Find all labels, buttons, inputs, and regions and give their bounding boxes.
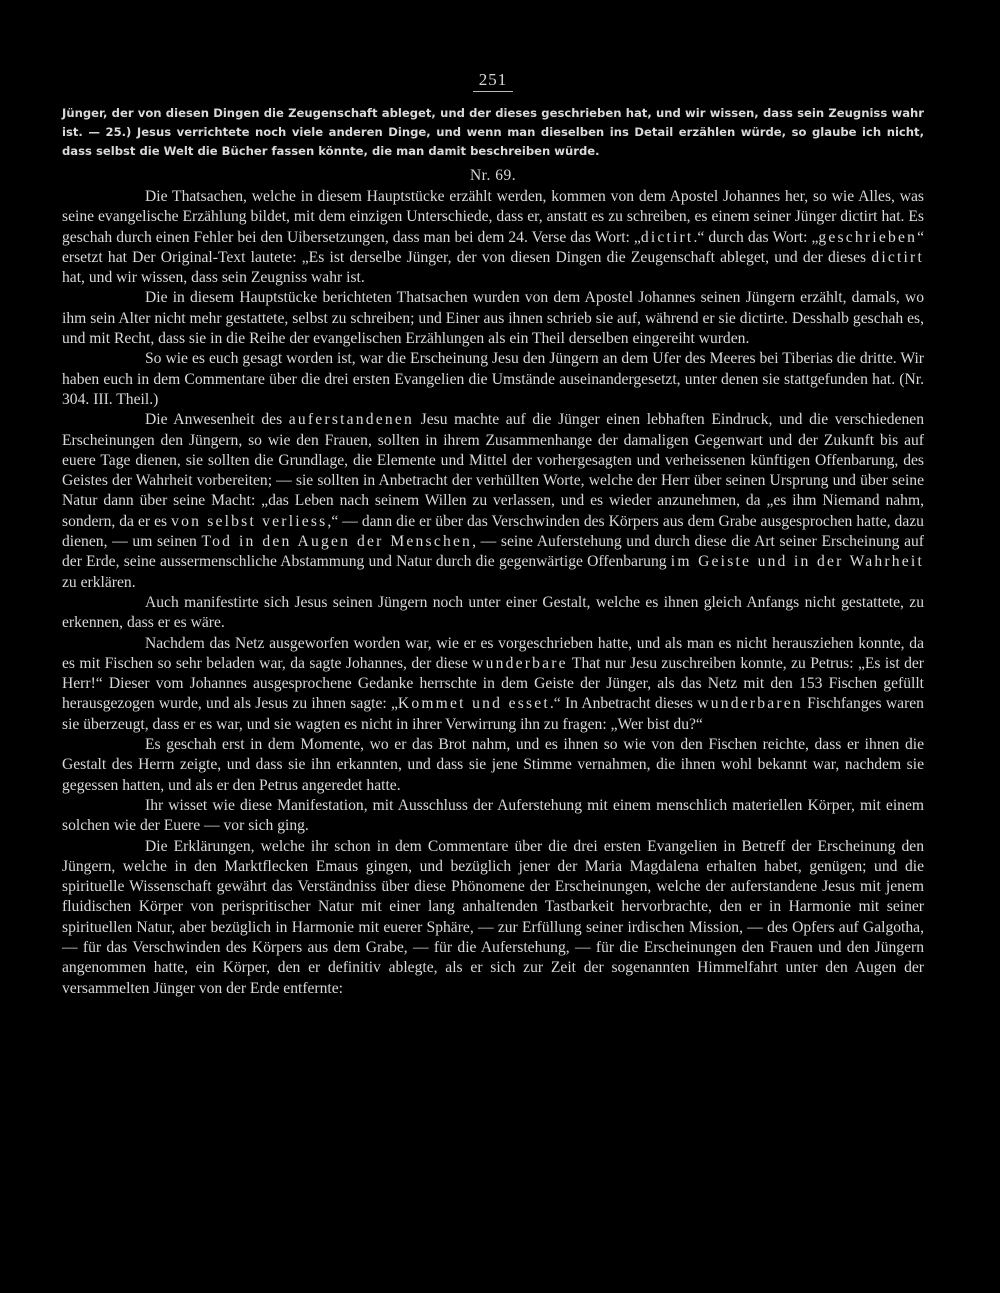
page-number xyxy=(62,70,924,90)
paragraph-4-text-b: Jesu machte auf die Jünger einen lebhaften Eindruck, und die verschiedenen Erscheinungen den Jüngern, so wie den Frauen, sollten in ihrem Zusammenhange der damaligen Gegenwart und der Zukunft bis auf euere Tage dienen, sie sollten die Grundlage, die Elemente und Mittel der vorhergesagten und verheissenen künftigen Offenbarung, des Geistes der Wahrheit vorbereiten; — sie sollten in Anbetracht der verhüllten Worte, welche der Herr über seinen Ursprung und über seine Natur dann über seine Macht: „das Leben nach seinem Willen zu verlassen, und es wieder anzunehmen, da „es ihm Niemand nahm, sondern, da er es xyxy=(62,411,924,530)
spaced-phrase-von-selbst: von selbst verliess xyxy=(171,512,328,530)
paragraph-4-text-a: Die Anwesenheit des xyxy=(145,411,289,429)
spaced-phrase-kommet: Kommet und esset xyxy=(397,695,550,713)
paragraph-6-text-d: Fischfanges waren sie überzeugt, dass er es war, und sie wagten es nicht in ihrer Verwirrung ihn zu fragen: „Wer bist du?“ xyxy=(62,695,924,733)
paragraph-6-text-b: That nur Jesu zuschreiben konnte, zu Petrus: „Es ist der Herr!“ Dieser vom Johannes ausgesprochene Gedanke herrschte in dem Geiste der Jünger, als das Netz mit den 153 Fischen gefüllt herausgezogen wurde, und als Jesus zu ihnen sagte: „ xyxy=(62,654,924,713)
paragraph-9: Die Erklärungen, welche ihr schon in dem Commentare über die drei ersten Evangelien in Betreff der Erscheinung den Jüngern, welche in den Marktflecken Emaus gingen, und bezüglich jener der Maria Magdalena erhalten habet, genügen; und die spirituelle Wissenschaft gewährt das Verständniss über diese Phönomene der Erscheinungen, welche der auferstandene Jesus mit jenem fluidischen Körper von perispritischer Natur mit einer lang anhaltenden Tastbarkeit hervorbrachte, den er in Harmonie mit seiner spirituellen Natur, aber bezüglich in Harmonie mit euerer Sphäre, — zur Erfüllung seiner irdischen Mission, — des Opfers auf Galgotha, — für das Verschwinden des Körpers aus dem Grabe, — für die Auferstehung, — für die Erscheinungen den Frauen und den Jüngern angenommen hatte, ein Körper, den er definitiv ablegte, als er sich zur Zeit der sogenannten Himmelfahrt unter den Augen der versammelten Jünger von der Erde entfernte: xyxy=(62,837,924,997)
paragraph-3: So wie es euch gesagt worden ist, war die Erscheinung Jesu den Jüngern an dem Ufer des Meeres bei Tiberias die dritte. Wir haben euch in dem Commentare über die drei ersten Evangelien die Umstände auseinandergesetzt, unter denen sie stattgefunden hat. (Nr. 304. III. Theil.) xyxy=(62,350,924,408)
paragraph-7: Es geschah erst in dem Momente, wo er das Brot nahm, und es ihnen so wie von den Fischen reichte, dass er ihnen die Gestalt des Herrn zeigte, und dass sie ihn erkannten, und dass sie jene Stimme vernahmen, die ihnen wohl bekannt war, nachdem sie gegessen hatten, und als er den Petrus angeredet hatte. xyxy=(62,736,924,794)
paragraph-1-text-a: Die Thatsachen, welche in diesem Hauptstücke erzählt werden, kommen von dem Apostel Johannes her, so wie Alles, was seine evangelische Erzählung bildet, mit dem einzigen Unterschiede, dass er, anstatt es zu schreiben, es einem seiner Jünger dictirt hat. Es geschah durch einen Fehler bei den Uibersetzungen, dass man bei dem 24. Verse das Wort: „ xyxy=(62,188,924,246)
spaced-word-wunderbare: wunderbare xyxy=(472,654,568,672)
document-page xyxy=(62,70,924,999)
section-heading: Nr. 69. xyxy=(469,167,517,184)
paragraph-6-text-a: Nachdem das Netz ausgeworfen worden war, wie er es vorgeschrieben hatte, und als man es nicht herausziehen konnte, da es mit Fischen so sehr beladen war, da sagte Johannes, der diese xyxy=(62,634,924,672)
spaced-phrase-tod: Tod in den Augen der Menschen xyxy=(201,533,473,551)
paragraph-6-text-c: .“ In Anbetracht dieses xyxy=(549,695,698,713)
paragraph-2: Die in diesem Hauptstücke berichteten Thatsachen wurden von dem Apostel Johannes seinen Jüngern erzählt, damals, wo ihm sein Alter nicht mehr gestattete, selbst zu schreiben; und Einer aus ihnen schrieb sie auf, während er sie dictirte. Desshalb geschah es, und mit Recht, dass sie in die Reihe der evangelischen Erzählungen als ein Theil derselben eingereiht wurden. xyxy=(62,289,924,348)
paragraph-8: Ihr wisset wie diese Manifestation, mit Ausschluss der Auferstehung mit einem menschlich materiellen Körper, mit einem solchen wie der Euere — vor sich ging. xyxy=(62,796,924,835)
paragraph-1-text-b: .“ durch das Wort: „ xyxy=(693,228,819,246)
spaced-word-auferstandenen: auferstandenen xyxy=(288,411,414,429)
paragraph-4-text-c: ,“ — dann die er über das Verschwinden des Körpers aus dem Grabe ausgesprochen hatte, dazu dienen, — um seinen xyxy=(62,512,924,551)
paragraph-1-text-d: hat, und wir wissen, dass sein Zeugniss wahr ist. xyxy=(62,269,365,287)
spaced-word-wunderbaren: wunderbaren xyxy=(697,695,803,713)
paragraph-1-text-c: “ ersetzt hat Der Original-Text lautete: „Es ist derselbe Jünger, der von diesen Dingen die Zeugenschaft ableget, und der dieses xyxy=(62,228,924,266)
paragraph-1 xyxy=(62,187,924,288)
paragraph-4-text-e: zu erklären. xyxy=(62,573,136,591)
page-number-text: 251 xyxy=(473,70,514,92)
spaced-word-dictirt: dictirt xyxy=(640,228,694,246)
intro-verse-text: Jünger, der von diesen Dingen die Zeugenschaft ableget, und der dieses geschrieben hat, und wir wissen, dass sein Zeugniss wahr ist. — 25.) Jesus verrichtete noch viele anderen Dinge, und wenn man dieselben ins Detail erzählen würde, so glaube ich nicht, dass selbst die Welt die Bücher fassen könnte, die man damit beschreiben würde. xyxy=(62,106,924,158)
spaced-phrase-im-geiste: im Geiste und in der Wahrheit xyxy=(670,553,924,571)
paragraph-6 xyxy=(62,634,924,735)
paragraph-5: Auch manifestirte sich Jesus seinen Jüngern noch unter einer Gestalt, welche es ihnen gleich Anfangs nicht gestattete, zu erkennen, dass er es wäre. xyxy=(62,593,924,632)
paragraph-4 xyxy=(62,410,924,593)
spaced-word-dictirt-2: dictirt xyxy=(871,248,924,266)
paragraph-4-text-d: , — seine Auferstehung und durch diese die Art seiner Erscheinung auf der Erde, seine aussermenschliche Abstammung und Natur durch die gegenwärtige Offenbarung xyxy=(62,533,924,571)
spaced-word-geschrieben: geschrieben xyxy=(818,228,918,246)
